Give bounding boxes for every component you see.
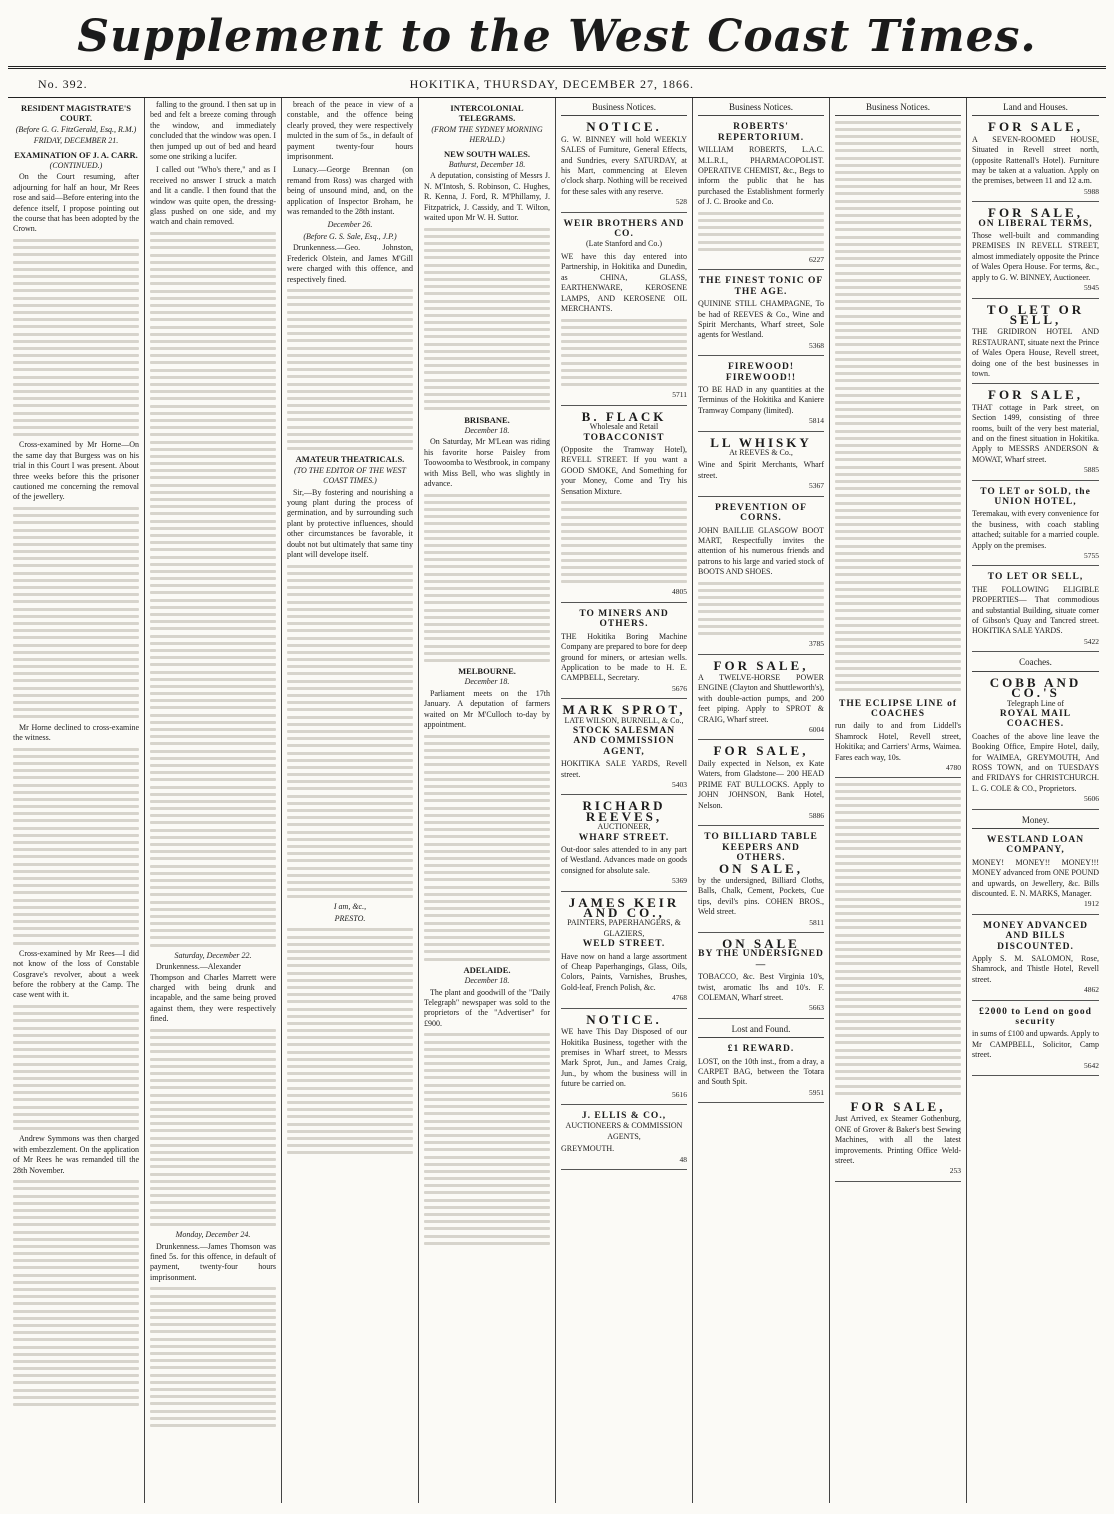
ad-subtitle: TO LET OR SELL, bbox=[987, 572, 1084, 583]
ad-number: 5616 bbox=[672, 1089, 687, 1099]
ad-subtitle: WHARF STREET. bbox=[578, 832, 670, 843]
article-paragraph: On Saturday, Mr M'Lean was riding his favorite horse Paisley from Toowoomba to Westbrook, in company with Miss Bell, who was slightly in advance. bbox=[424, 437, 550, 488]
text-block bbox=[561, 319, 687, 387]
column-2 bbox=[145, 98, 282, 1503]
text-block bbox=[424, 735, 550, 961]
ad-body: WE have this day entered into Partnership, in Hokitika and Dunedin, as CHINA, GLASS, EARTHENWARE, KEROSENE LAMPS, AND KEROSENE OIL MERCHANTS. bbox=[561, 251, 687, 313]
ad-number: 5988 bbox=[1084, 186, 1099, 196]
continued-note: (CONTINUED.) bbox=[49, 161, 103, 171]
ad-body: in sums of £100 and upwards. Apply to Mr CAMPBELL, Solicitor, Camp street. bbox=[972, 1029, 1099, 1060]
ad-body: THAT cottage in Park street, on Section 1499, consisting of three rooms, built of the very best material, and on the finest situation in Hokitika. Apply to MESSRS ANDERSON & MOWAT, Wharf street. bbox=[972, 402, 1099, 464]
article-paragraph: Drunkenness.—James Thomson was fined 5s. for this offence, in default of payment, twenty-four hours imprisonment. bbox=[150, 1241, 276, 1282]
article-paragraph: Drunkenness.—Alexander Thompson and Charles Marrett were charged with being drunk and incapable, and the same being proved against them, they were respectively fined. bbox=[150, 962, 276, 1024]
ad-title: NOTICE. bbox=[586, 119, 662, 135]
text-block bbox=[13, 507, 139, 718]
ad-line: At REEVES & Co., bbox=[729, 448, 793, 458]
ad-line: AUCTIONEER, bbox=[597, 822, 651, 832]
letter-address: (TO THE EDITOR OF THE WEST COAST TIMES.) bbox=[294, 465, 406, 486]
ad-body: THE FOLLOWING ELIGIBLE PROPERTIES— That commodious and substantial Building, situate corner of Gibson's Quay and Tancred street. HOKITIKA SALE YARDS. bbox=[972, 584, 1099, 636]
masthead-title: Supplement to the West Coast Times. bbox=[77, 11, 1037, 62]
column-8 bbox=[967, 98, 1104, 1503]
advertisement bbox=[835, 1099, 961, 1182]
text-block bbox=[424, 1033, 550, 1244]
ad-body: TO BE HAD in any quantities at the Terminus of the Hokitika and Kaniere Tramway Company (limited). bbox=[698, 385, 824, 415]
ad-subtitle: £2000 to Lend on good security bbox=[979, 1006, 1092, 1028]
court-before: (Before G. S. Sale, Esq., J.P.) bbox=[303, 231, 397, 241]
ad-body: QUININE STILL CHAMPAGNE, To be had of REEVES & Co., Wine and Spirit Merchants, Wharf street, Sole agents for Westland. bbox=[698, 299, 824, 340]
advertisement bbox=[698, 273, 824, 356]
ad-title: FOR SALE, bbox=[988, 119, 1083, 135]
article-paragraph: The plant and goodwill of the "Daily Telegraph" newspaper was sold to the proprietors of the "Advertiser" for £900. bbox=[424, 987, 550, 1028]
article-paragraph: Cross-examined by Mr Horne—On the same day that Burgess was on his trial in this Court I was present. About three weeks before this the prisoner cautioned me concerning the removal of the jewellery. bbox=[13, 440, 139, 502]
advertisement bbox=[698, 1041, 824, 1103]
ad-number: 5755 bbox=[1084, 551, 1099, 561]
text-block bbox=[13, 748, 139, 945]
ad-title: ON SALE bbox=[722, 935, 800, 951]
column-heading: Business Notices. bbox=[698, 100, 824, 116]
ad-title: FOR SALE, bbox=[850, 1098, 946, 1114]
ad-number: 253 bbox=[949, 1166, 961, 1176]
columns bbox=[8, 98, 1106, 1503]
ad-subtitle: TO LET or SOLD, the UNION HOTEL, bbox=[980, 486, 1091, 507]
article-paragraph: breach of the peace in view of a constable, and the offence being clearly proved, they were respectively mulcted in the sum of 5s., in default of payment twenty-four hours imprisonment. bbox=[287, 100, 413, 162]
advertisement bbox=[561, 606, 687, 699]
text-block bbox=[287, 928, 413, 1154]
ad-line: LATE WILSON, BURNELL, & Co., bbox=[564, 715, 684, 725]
article-paragraph: Sir,—By fostering and nourishing a young plant during the process of germination, and by surrounding such plant by protective influences, should other circumstances be favorable, it doubt not but ultimately that same tiny plant will develope itself. bbox=[287, 487, 413, 560]
ad-body: JOHN BAILLIE GLASGOW BOOT MART, Respectfully invites the attention of his numerous friends and patrons to his large and varied stock of BOOTS AND SHOES. bbox=[698, 525, 824, 577]
region-heading: ADELAIDE. bbox=[463, 964, 511, 975]
ad-subtitle: THE ECLIPSE LINE of COACHES bbox=[839, 698, 957, 719]
advertisement bbox=[972, 119, 1099, 202]
section-date: Monday, December 24. bbox=[175, 1230, 251, 1240]
region-heading: MELBOURNE. bbox=[458, 666, 516, 677]
ad-subtitle: ON LIBERAL TERMS, bbox=[978, 218, 1093, 229]
ad-number: 4862 bbox=[1084, 985, 1099, 995]
ad-number: 5951 bbox=[809, 1087, 824, 1097]
advertisement bbox=[698, 500, 824, 655]
section-date: Saturday, December 22. bbox=[174, 950, 252, 960]
ad-subtitle: WESTLAND LOAN COMPANY, bbox=[986, 834, 1085, 856]
ad-body: WILLIAM ROBERTS, L.A.C. M.L.R.I., PHARMACOPOLIST. OPERATIVE CHEMIST, &c., Begs to inform the public that he has purchased the Establishment formerly of J. C. Brooke and Co. bbox=[698, 145, 824, 207]
text-block bbox=[424, 228, 550, 411]
ad-title: JAMES KEIR AND CO., bbox=[568, 894, 680, 921]
region-date: December 18. bbox=[464, 425, 510, 435]
ad-subtitle: £1 REWARD. bbox=[727, 1044, 795, 1055]
ad-body: Just Arrived, ex Steamer Gothenburg, ONE of Grover & Baker's best Sewing Machines, with all the latest improvements. Printing Office Weld-street. bbox=[835, 1114, 961, 1165]
text-block bbox=[698, 582, 824, 635]
section-date: December 26. bbox=[327, 220, 373, 230]
ad-subtitle: ROYAL MAIL COACHES. bbox=[999, 708, 1072, 730]
advertisement bbox=[561, 702, 687, 795]
ad-number: 5663 bbox=[809, 1003, 824, 1013]
column-heading: Land and Houses. bbox=[972, 100, 1099, 116]
column-3 bbox=[282, 98, 419, 1503]
article-paragraph: Drunkenness.—Geo. Johnston, Frederick Olstein, and James M'Gill were charged with this offence, and respectively fined. bbox=[287, 243, 413, 284]
advertisement bbox=[698, 658, 824, 741]
text-block bbox=[150, 1029, 276, 1226]
lost-found-heading: Lost and Found. bbox=[698, 1022, 824, 1038]
ad-line: Wholesale and Retail bbox=[589, 422, 659, 432]
ad-number: 4805 bbox=[672, 587, 687, 597]
article-paragraph: Cross-examined by Mr Rees—I did not know of the loss of Constable Cosgrave's revolver, about a week before the robbery at the Camp. The case went with it. bbox=[13, 948, 139, 1000]
text-block bbox=[13, 1180, 139, 1406]
ad-number: 5811 bbox=[809, 917, 824, 927]
ad-number: 5886 bbox=[809, 810, 824, 820]
advertisement bbox=[972, 1004, 1099, 1076]
advertisement bbox=[698, 359, 824, 431]
ad-body: Those well-built and commanding PREMISES IN REVELL STREET, almost immediately opposite the Prince of Wales Opera House. For terms, &c., apply to G. W. BINNEY, Auctioneer. bbox=[972, 231, 1099, 282]
court-before: (Before G. G. FitzGerald, Esq., R.M.) bbox=[15, 124, 137, 134]
article-paragraph: A deputation, consisting of Messrs J. N. M'Intosh, S. Robinson, C. Hughes, R. Kenna, J. Ford, R. M'Phillamy, J. Fitzpatrick, J. Cassidy, and T. Wilton, waited upon Mr W. H. Suttor. bbox=[424, 171, 550, 223]
ad-title: COBB AND CO.'S bbox=[989, 674, 1082, 701]
text-block bbox=[13, 239, 139, 436]
text-block bbox=[150, 1287, 276, 1427]
region-date: December 18. bbox=[464, 677, 510, 687]
article-paragraph: Mr Horne declined to cross-examine the witness. bbox=[13, 722, 139, 742]
case-heading: EXAMINATION OF J. A. CARR. bbox=[14, 149, 138, 160]
advertisement bbox=[698, 119, 824, 270]
ad-body: WE have This Day Disposed of our Hokitika Business, together with the premises in Wharf street, to Messrs Mark Sprot, Jun., and James Craig, Jun., by whom the business will in future be carried on. bbox=[561, 1027, 687, 1089]
advertisement bbox=[972, 484, 1099, 567]
ad-number: 5369 bbox=[672, 876, 687, 886]
ad-body: Coaches of the above line leave the Booking Office, Empire Hotel, daily, for WAIMEA, GREYMOUTH, And ROSS TOWN, and on TUESDAYS and FRIDAYS for CHRISTCHURCH. L. G. COLE & CO., Proprietors. bbox=[972, 731, 1099, 793]
letter-signoff: I am, &c., bbox=[333, 902, 367, 912]
advertisement bbox=[561, 798, 687, 891]
advertisement bbox=[972, 387, 1099, 480]
advertisement bbox=[698, 435, 824, 497]
text-block bbox=[13, 1005, 139, 1130]
advertisement bbox=[835, 696, 961, 779]
advertisement bbox=[972, 918, 1099, 1001]
letter-signature: PRESTO. bbox=[334, 913, 366, 923]
ad-body: A SEVEN-ROOMED HOUSE, Situated in Revell street north, (opposite Rattenall's Hotel). Furniture may be taken at a valuation. Apply on the premises, between 11 and 12 a.m. bbox=[972, 134, 1099, 186]
ad-subtitle: TOBACCONIST bbox=[583, 432, 665, 443]
advertisement bbox=[698, 743, 824, 826]
ad-body: LOST, on the 10th inst., from a dray, a CARPET BAG, between the Totara and South Spit. bbox=[698, 1056, 824, 1087]
text-block bbox=[150, 232, 276, 659]
ad-subtitle: BY THE UNDERSIGNED— bbox=[698, 949, 824, 970]
ad-body: (Opposite the Tramway Hotel), REVELL STREET. If you want a GOOD SMOKE, And Something for your Money, Come and Try his Sensation Mixture. bbox=[561, 445, 687, 496]
ad-body: Teremakau, with every convenience for the business, with coach stabling attached; suitable for a married couple. Apply on the premises. bbox=[972, 509, 1099, 550]
ad-title: FOR SALE, bbox=[988, 205, 1083, 221]
advertisement bbox=[972, 675, 1099, 810]
text-block bbox=[835, 783, 961, 1095]
advertisement bbox=[561, 409, 687, 603]
ad-subtitle: STOCK SALESMAN AND COMMISSION AGENT, bbox=[572, 725, 676, 757]
dateline bbox=[8, 71, 1106, 97]
ad-body: GREYMOUTH. bbox=[561, 1144, 615, 1154]
ad-line: Telegraph Line of bbox=[1006, 698, 1065, 708]
ad-title: LL WHISKY bbox=[710, 434, 812, 450]
money-heading: Money. bbox=[972, 813, 1099, 829]
advertisement bbox=[972, 569, 1099, 652]
article-paragraph: Parliament meets on the 17th January. A deputation of farmers waited on Mr M'Culloch to-day by appointment. bbox=[424, 688, 550, 730]
ad-number: 4768 bbox=[672, 993, 687, 1003]
region-heading: NEW SOUTH WALES. bbox=[444, 148, 530, 159]
column-heading: Business Notices. bbox=[835, 100, 961, 116]
ad-number: 5814 bbox=[809, 416, 824, 426]
text-block bbox=[835, 121, 961, 692]
ad-body: run daily to and from Liddell's Shamrock Hotel, Revell street, Hokitika; and Carriers' Arms, Waimea. Fares each way, 10s. bbox=[835, 721, 961, 762]
ad-title: RICHARD REEVES, bbox=[582, 798, 666, 824]
ad-number: 5885 bbox=[1084, 465, 1099, 475]
column-7 bbox=[830, 98, 967, 1503]
ad-title: MARK SPROT, bbox=[562, 702, 686, 718]
advertisement bbox=[561, 216, 687, 406]
ad-body: Apply S. M. SALOMON, Rose, Shamrock, and Thistle Hotel, Revell street. bbox=[972, 954, 1099, 984]
ad-title: FOR SALE, bbox=[988, 387, 1083, 403]
ad-title: B. FLACK bbox=[581, 408, 667, 424]
ad-body: A TWELVE-HORSE POWER ENGINE (Clayton and Shuttleworth's), with double-action pumps, and 200 feet piping. Apply to SPROT & CRAIG, Wharf street. bbox=[698, 673, 824, 724]
advertisement bbox=[561, 895, 687, 1009]
text-block bbox=[561, 501, 687, 583]
ad-subtitle: J. ELLIS & CO., bbox=[581, 1110, 667, 1121]
ad-body: THE Hokitika Boring Machine Company are prepared to bore for deep ground for miners, or artesian wells. Application to be made to H. E. CAMPBELL, Secretary. bbox=[561, 631, 687, 683]
ad-line: AUCTIONEERS & COMMISSION AGENTS, bbox=[565, 1121, 683, 1141]
region-heading: BRISBANE. bbox=[464, 414, 510, 425]
ad-number: 5606 bbox=[1084, 794, 1099, 804]
ad-number: 5711 bbox=[672, 390, 687, 400]
ad-subtitle: ROBERTS' REPERTORIUM. bbox=[717, 122, 805, 143]
ad-body: MONEY! MONEY!! MONEY!!! MONEY advanced from ONE POUND and upwards, on Jewellery, &c. Bills discounted. E. N. MARKS, Manager. bbox=[972, 857, 1099, 898]
ad-number: 5367 bbox=[809, 481, 824, 491]
ad-number: 528 bbox=[675, 197, 687, 207]
ad-body: THE GRIDIRON HOTEL AND RESTAURANT, situate next the Prince of Wales Opera House, Revell street, doing one of the best businesses in town. bbox=[972, 327, 1099, 378]
theatricals-heading: AMATEUR THEATRICALS. bbox=[295, 454, 405, 465]
place-date: HOKITIKA, THURSDAY, DECEMBER 27, 1866. bbox=[409, 76, 695, 91]
advertisement bbox=[972, 302, 1099, 385]
ad-line: (Late Stanford and Co.) bbox=[586, 239, 662, 249]
advertisement bbox=[972, 205, 1099, 298]
ad-number: 4780 bbox=[946, 763, 961, 773]
ad-number: 1912 bbox=[1084, 899, 1099, 909]
ad-number: 5403 bbox=[672, 779, 687, 789]
column-6 bbox=[693, 98, 830, 1503]
advertisement bbox=[972, 832, 1099, 915]
ad-body: TOBACCO, &c. Best Virginia 10's, twist, aromatic lbs and 10's. F. COLEMAN, Wharf street. bbox=[698, 972, 824, 1002]
article-paragraph: Lunacy.—George Brennan (on remand from Ross) was charged with being of unsound mind, and, on the application of Inspector Broham, he was remanded to the 28th instant. bbox=[287, 165, 413, 217]
ad-number: 5676 bbox=[672, 683, 687, 693]
column-heading: Business Notices. bbox=[561, 100, 687, 116]
advertisement bbox=[561, 1012, 687, 1105]
ad-number: 5642 bbox=[1084, 1060, 1099, 1070]
ad-body: HOKITIKA SALE YARDS, Revell street. bbox=[561, 759, 687, 779]
article-paragraph: On the Court resuming, after adjourning for half an hour, Mr Rees rose and said—Before entering into the defence itself, I propose pointing out the course that has been adopted by the Crown. bbox=[13, 172, 139, 234]
text-block bbox=[287, 565, 413, 899]
advertisement bbox=[561, 1108, 687, 1170]
ad-body: Out-door sales attended to in any part of Westland. Advances made on goods consigned for absolute sale. bbox=[561, 845, 687, 875]
ad-number: 48 bbox=[679, 1154, 687, 1164]
court-date: FRIDAY, DECEMBER 21. bbox=[33, 136, 119, 146]
ad-subtitle: MONEY ADVANCED AND BILLS DISCOUNTED. bbox=[982, 920, 1089, 952]
ad-body: Daily expected in Nelson, ex Kate Waters, from Gladstone— 200 HEAD PRIME FAT BULLOCKS. Apply to JOHN JOHNSON, Bank Hotel, Nelson. bbox=[698, 758, 824, 810]
column-1 bbox=[8, 98, 145, 1503]
ad-subtitle: WEIR BROTHERS AND CO. bbox=[563, 218, 685, 240]
ad-subtitle: PREVENTION OF CORNS. bbox=[715, 502, 807, 524]
text-block bbox=[424, 494, 550, 662]
ad-subtitle: THE FINEST TONIC OF THE AGE. bbox=[698, 276, 824, 297]
ad-title: FOR SALE, bbox=[713, 657, 809, 673]
text-block bbox=[698, 212, 824, 251]
ad-body: by the undersigned, Billiard Cloths, Balls, Chalk, Cement, Pockets, Cue tips, devil's pins. COHEN BROS., Weld street. bbox=[698, 875, 824, 917]
region-date: Bathurst, December 18. bbox=[448, 160, 526, 170]
advertisement bbox=[561, 119, 687, 212]
ad-number: 5422 bbox=[1084, 636, 1099, 646]
ad-body: Wine and Spirit Merchants, Wharf street. bbox=[698, 460, 824, 480]
column-5 bbox=[556, 98, 693, 1503]
ad-line: PAINTERS, PAPERHANGERS, & GLAZIERS, bbox=[567, 918, 681, 938]
region-date: December 18. bbox=[464, 976, 510, 986]
advertisement bbox=[698, 829, 824, 933]
ad-title: TO LET OR SELL, bbox=[986, 301, 1085, 327]
text-block bbox=[287, 289, 413, 450]
ad-body: Have now on hand a large assortment of Cheap Paperhangings, Glass, Oils, Colors, Paints, Varnishes, Brushes, Gold-leaf, French Polish, &c. bbox=[561, 951, 687, 992]
advertisement bbox=[698, 936, 824, 1019]
column-4 bbox=[419, 98, 556, 1503]
telegrams-heading: INTERCOLONIAL TELEGRAMS. bbox=[450, 103, 524, 124]
ad-subtitle: WELD STREET. bbox=[582, 939, 666, 950]
ad-body: G. W. BINNEY will hold WEEKLY SALES of Furniture, General Effects, and Sundries, every SATURDAY, at his Mart, commencing at Eleven o'clock sharp. Nothing will be received for these sales with any reserve. bbox=[561, 134, 687, 196]
coaches-heading: Coaches. bbox=[972, 655, 1099, 671]
telegrams-source: (FROM THE SYDNEY MORNING HERALD.) bbox=[431, 124, 543, 145]
ad-subtitle: TO MINERS AND OTHERS. bbox=[579, 608, 669, 630]
ad-number: 6004 bbox=[809, 725, 824, 735]
ad-number: 5368 bbox=[809, 340, 824, 350]
text-block bbox=[150, 663, 276, 946]
article-paragraph: Andrew Symmons was then charged with embezzlement. On the application of Mr Rees he was remanded till the 28th November. bbox=[13, 1134, 139, 1175]
ad-title: NOTICE. bbox=[586, 1011, 662, 1027]
ad-number: 5945 bbox=[1084, 283, 1099, 293]
court-heading: RESIDENT MAGISTRATE'S COURT. bbox=[21, 103, 131, 124]
ad-title: ON SALE, bbox=[719, 860, 803, 876]
ad-subtitle: TO BILLIARD TABLE KEEPERS AND OTHERS. bbox=[704, 832, 818, 864]
issue-number: No. 392. bbox=[38, 76, 88, 91]
article-paragraph: falling to the ground. I then sat up in bed and felt a breeze coming through the window, and immediately concluded that the window was open. I then jumped up out of bed and heard some one striking a lucifer. bbox=[150, 100, 276, 162]
ad-title: FOR SALE, bbox=[713, 743, 809, 759]
article-paragraph: I called out "Who's there," and as I received no answer I struck a match and lit a candle. I then found that the window was quite open, the dressing-glass pushed on one side, and my watch and chain removed. bbox=[150, 165, 276, 227]
ad-number: 3785 bbox=[809, 639, 824, 649]
newspaper-page bbox=[0, 8, 1114, 1514]
ad-number: 6227 bbox=[809, 254, 824, 264]
ad-subtitle: FIREWOOD! FIREWOOD!! bbox=[725, 362, 797, 383]
